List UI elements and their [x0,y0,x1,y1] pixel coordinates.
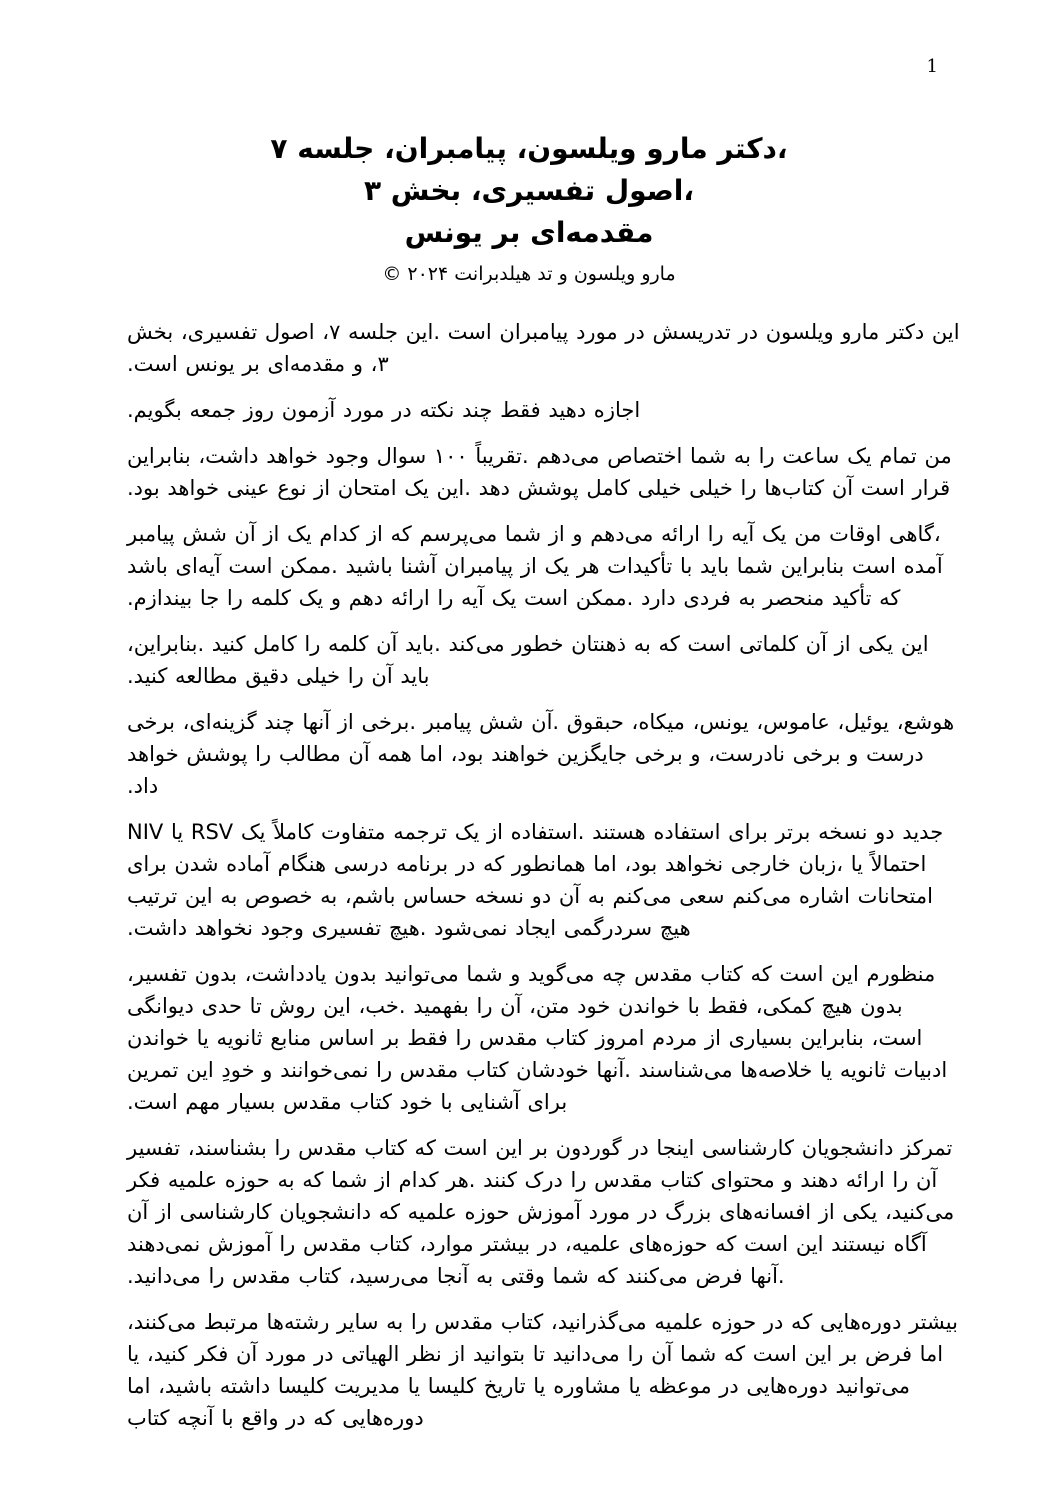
title-line-subject: مقدمه‌ای بر یونس [404,216,654,249]
paragraph: بیشتر دوره‌هایی که در حوزه علمیه می‌گذرانید، کتاب مقدس را به سایر رشته‌ها مرتبط می‌کنند، اما فرض بر این است که شما آن را می‌دانید تا بتوانید از نظر الهیاتی در مورد آن فکر کنید، یا می‌توانید دوره‌هایی در موعظه یا مشاوره یا تاریخ کلیسا یا مدیریت کلیسا داشته باشید، اما دوره‌هایی که در واقع با آنچه کتاب [127,1310,958,1430]
paragraph: تمرکز دانشجویان کارشناسی اینجا در گوردون بر این است که کتاب مقدس را بشناسند، تفسیر آن را ارائه دهند و محتوای کتاب مقدس را درک کنند .هر کدام از شما که به حوزه علمیه فکر می‌کنید، یکی از افسانه‌های بزرگ در مورد آموزش حوزه علمیه که دانشجویان کارشناسی از آن آگاه نیستند این است که حوزه‌های علمیه، در بیشتر موارد، کتاب مقدس را آموزش نمی‌دهند .آنها فرض می‌کنند که شما وقتی به آنجا می‌رسید، کتاب مقدس را می‌دانید. [127,1136,955,1288]
page-number: 1 [926,56,938,77]
paragraph: این دکتر مارو ویلسون در تدریسش در مورد پیامبران است .این جلسه ۷، اصول تفسیری، بخش ۳، و مقدمه‌ای بر یونس است. [127,320,960,376]
paragraph: اجازه دهید فقط چند نکته در مورد آزمون روز جمعه بگویم. [127,398,641,422]
paragraph: جدید دو نسخه برتر برای استفاده هستند .استفاده از یک ترجمه متفاوت کاملاً یک RSV یا NIV احتمالاً یا ،زبان خارجی نخواهد بود، اما همانطور که در برنامه درسی هنگام آماده شدن برای امتحانات اشاره می‌کنم سعی می‌کنم به آن دو نسخه حساس باشم، به خصوص به این ترتیب هیچ سردرگمی ایجاد نمی‌شود .هیچ تفسیری وجود نخواهد داشت. [127,820,944,940]
document-header [0,0,1058,291]
document-body [0,291,1058,1434]
title-line-session: ،دکتر مارو ویلسون، پیامبران، جلسه ۷ [270,132,788,165]
paragraph: هوشع، یوئیل، عاموس، یونس، میکاه، حبقوق .آن شش پیامبر .برخی از آنها چند گزینه‌ای، برخی درست و برخی نادرست، و برخی جایگزین خواهند بود، اما همه آن مطالب را پوشش خواهد داد. [127,710,955,798]
paragraph: این یکی از آن کلماتی است که به ذهنتان خطور می‌کند .باید آن کلمه را کامل کنید .بنابراین، باید آن را خیلی دقیق مطالعه کنید. [127,632,929,688]
paragraph: ،گاهی اوقات من یک آیه را ارائه می‌دهم و از شما می‌پرسم که از کدام یک از آن شش پیامبر آمده است بنابراین شما باید با تأکیدات هر یک از پیامبران آشنا باشید .ممکن است آیه‌ای باشد که تأکید منحصر به فردی دارد .ممکن است یک آیه را ارائه دهم و یک کلمه را جا بیندازم. [127,522,943,610]
title-line-part: ،اصول تفسیری، بخش ۳ [363,174,695,207]
paragraph: من تمام یک ساعت را به شما اختصاص می‌دهم .تقریباً ۱۰۰ سوال وجود خواهد داشت، بنابراین قرار است آن کتاب‌ها را خیلی خیلی کامل پوشش دهد .این یک امتحان از نوع عینی خواهد بود. [127,444,952,500]
copyright-byline: مارو ویلسون و تد هیلدبرانت ۲۰۲۴ © [382,263,676,285]
paragraph: منظورم این است که کتاب مقدس چه می‌گوید و شما می‌توانید بدون یادداشت، بدون تفسیر، بدون هیچ کمکی، فقط با خواندن خود متن، آن را بفهمید .خب، این روش تا حدی دیوانگی است، بنابراین بسیاری از مردم امروز کتاب مقدس را فقط بر اساس منابع ثانویه یا خواندن ادبیات ثانویه یا خلاصه‌ها می‌شناسند .آنها خودشان کتاب مقدس را نمی‌خوانند و خودِ این تمرین برای آشنایی با خود کتاب مقدس بسیار مهم است. [127,962,948,1114]
